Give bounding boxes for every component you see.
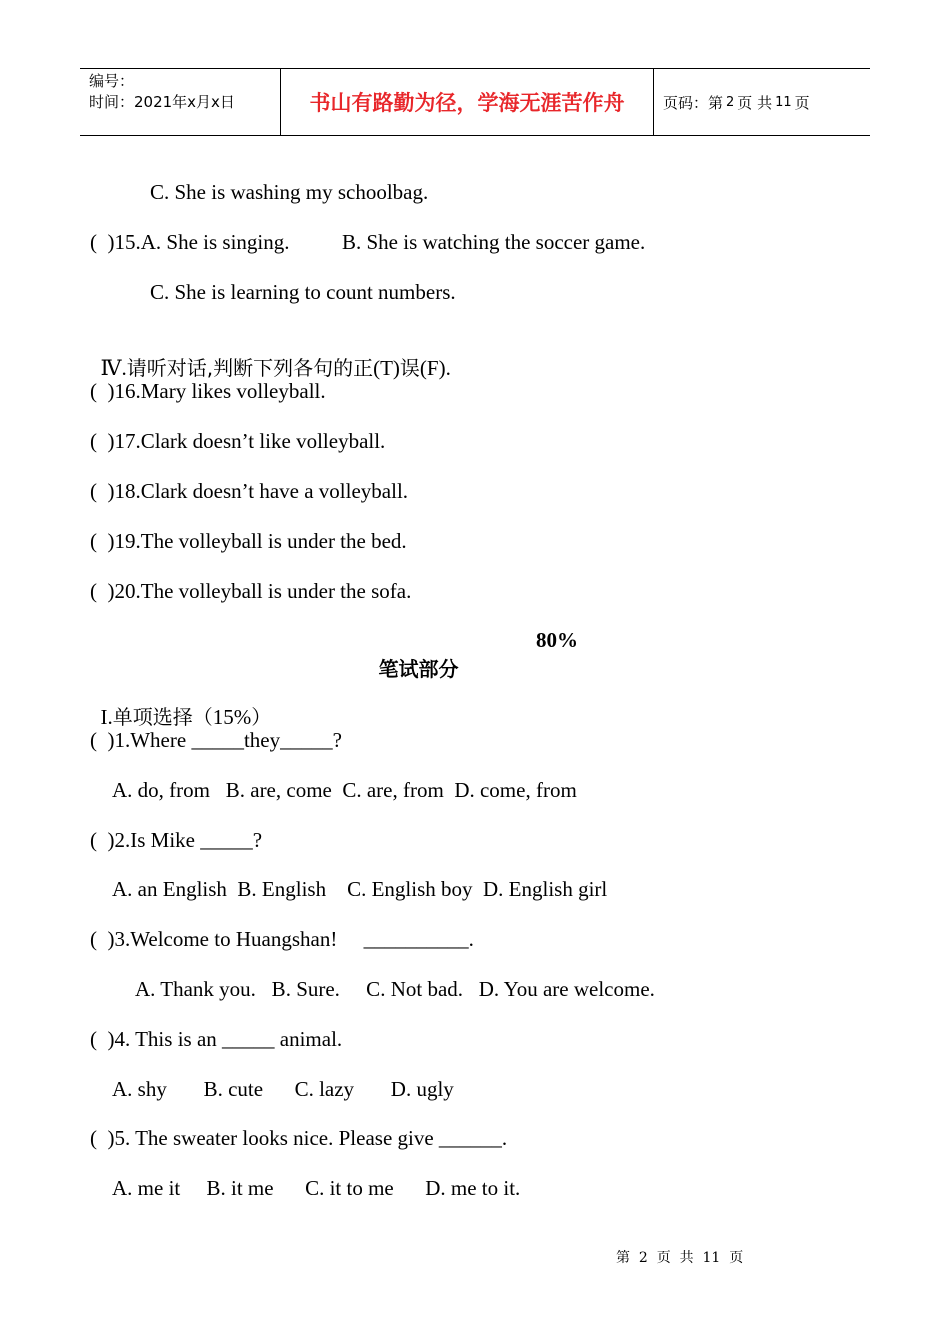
- section-iv-prefix: Ⅳ.: [100, 356, 127, 380]
- listening-option-14c: C. She is washing my schoolbag.: [150, 180, 429, 204]
- page-header: [80, 68, 870, 136]
- judge-item-20: ( )20.The volleyball is under the sofa.: [90, 579, 412, 603]
- part-i-prefix: I.: [100, 705, 113, 729]
- date-label: 时间：2021年x月x日: [89, 93, 235, 111]
- serial-label: 编号：: [89, 72, 135, 90]
- page-footer: 第 2 页 共 11 页: [616, 1250, 744, 1266]
- question-5-options: A. me it B. it me C. it to me D. me to it.: [112, 1176, 521, 1200]
- page-label-prefix: 页码：第: [663, 93, 724, 112]
- written-section-percent: 80%: [536, 628, 578, 652]
- page-label-suffix: 页: [794, 93, 810, 112]
- written-section-label: 笔试部分: [378, 657, 459, 681]
- header-info: [80, 69, 281, 135]
- header-motto: 书山有路勤为径，学海无涯苦作舟: [281, 69, 654, 135]
- page-total: 11: [775, 94, 792, 110]
- section-iv-heading: [90, 329, 451, 381]
- part-i-heading: [90, 678, 271, 730]
- question-2-options: A. an English B. English C. English boy D. English girl: [112, 877, 608, 901]
- section-iv-false-mark: (F).: [419, 356, 451, 380]
- question-5: ( )5. The sweater looks nice. Please give ______.: [90, 1126, 508, 1150]
- question-3: ( )3.Welcome to Huangshan! __________.: [90, 927, 474, 951]
- part-i-title: 单项选择（: [112, 705, 213, 729]
- question-3-options: A. Thank you. B. Sure. C. Not bad. D. You are welcome.: [135, 977, 655, 1001]
- judge-item-17: ( )17.Clark doesn’t like volleyball.: [90, 429, 386, 453]
- question-1-options: A. do, from B. are, come C. are, from D. come, from: [112, 778, 577, 802]
- section-iv-instruction: 请听对话,判断下列各句的正: [126, 356, 374, 380]
- question-4: ( )4. This is an _____ animal.: [90, 1027, 343, 1051]
- part-i-score: 15%: [212, 705, 252, 729]
- judge-item-19: ( )19.The volleyball is under the bed.: [90, 529, 407, 553]
- question-1: ( )1.Where _____they_____?: [90, 728, 342, 752]
- page-label-mid: 页 共: [737, 93, 773, 112]
- page-current: 2: [726, 94, 735, 110]
- section-iv-instruction-2: 误: [399, 356, 420, 380]
- header-page-info: [654, 69, 870, 135]
- listening-item-15: ( )15.A. She is singing. B. She is watching the soccer game.: [90, 230, 646, 254]
- question-4-options: A. shy B. cute C. lazy D. ugly: [112, 1077, 454, 1101]
- judge-item-18: ( )18.Clark doesn’t have a volleyball.: [90, 479, 409, 503]
- judge-item-16: ( )16.Mary likes volleyball.: [90, 379, 326, 403]
- written-section-title: [368, 628, 459, 682]
- listening-option-15c: C. She is learning to count numbers.: [150, 280, 456, 304]
- part-i-close: ）: [251, 705, 272, 729]
- section-iv-true-mark: (T): [373, 356, 400, 380]
- question-2: ( )2.Is Mike _____?: [90, 828, 263, 852]
